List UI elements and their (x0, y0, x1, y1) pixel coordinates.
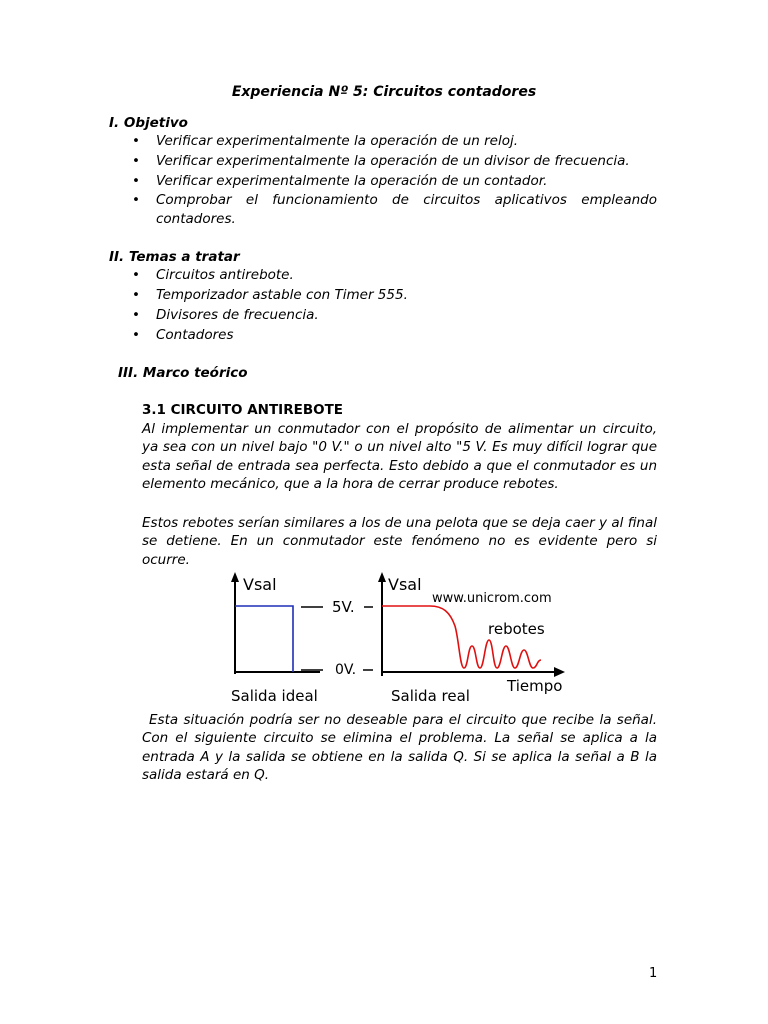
temas-list (132, 265, 657, 345)
ideal-signal-line (235, 606, 293, 672)
right-axis-label: Vsal (388, 575, 422, 594)
section-heading-temas: II. Temas a tratar (109, 249, 240, 265)
list-item: • Verificar experimentalmente la operación de un divisor de frecuencia. (132, 151, 657, 171)
page-title: Experiencia Nº 5: Circuitos contadores (231, 84, 537, 100)
bounce-figure (225, 568, 570, 708)
list-item: • Verificar experimentalmente la operación de un reloj. (132, 131, 657, 151)
level-high-label: 5V. (332, 598, 355, 616)
right-x-arrow (554, 667, 565, 677)
level-low-label: 0V. (335, 662, 357, 678)
page-number: 1 (649, 966, 658, 981)
left-axis-label: Vsal (243, 575, 277, 594)
list-item: • Temporizador astable con Timer 555. (132, 285, 657, 305)
left-y-arrow (231, 572, 239, 582)
paragraph-3: Esta situación podría ser no deseable para el circuito que recibe la señal. Con el siguiente circuito se elimina el problema. La señal se aplica a la entrada A y la salida se obtiene en la salida Q. Si se aplica la señal a B la salida estará en Q. (142, 712, 657, 784)
time-label: Tiempo (507, 677, 563, 695)
paragraph-1: Al implementar un conmutador con el propósito de alimentar un circuito, ya sea con un nivel bajo "0 V." o un nivel alto "5 V. Es muy difícil lograr que esta señal de entrada sea perfecta. Esto debido a que el conmutador es un elemento mecánico, que a la hora de cerrar produce rebotes. (142, 421, 657, 493)
subsection-heading: 3.1 CIRCUITO ANTIREBOTE (142, 402, 344, 418)
caption-right: Salida real (391, 687, 470, 705)
left-graph (231, 572, 320, 705)
list-item: • Verificar experimentalmente la operación de un contador. (132, 171, 657, 191)
caption-left: Salida ideal (231, 687, 318, 705)
bounce-label: rebotes (488, 620, 545, 638)
paragraph-2: Estos rebotes serían similares a los de una pelota que se deja caer y al final se detiene. En un conmutador este fenómeno no es evidente pero si ocurre. (142, 515, 657, 568)
objetivo-list (132, 131, 657, 229)
list-item: • Circuitos antirebote. (132, 265, 657, 285)
list-item: • Contadores (132, 325, 657, 345)
section-heading-marco: III. Marco teórico (118, 365, 248, 381)
right-graph (378, 572, 565, 705)
section-heading-objetivo: I. Objetivo (109, 115, 188, 131)
right-y-arrow (378, 572, 386, 582)
list-item: • Comprobar el funcionamiento de circuitos aplicativos empleando contadores. (132, 191, 657, 229)
url-label: www.unicrom.com (432, 591, 552, 606)
list-item: • Divisores de frecuencia. (132, 305, 657, 325)
